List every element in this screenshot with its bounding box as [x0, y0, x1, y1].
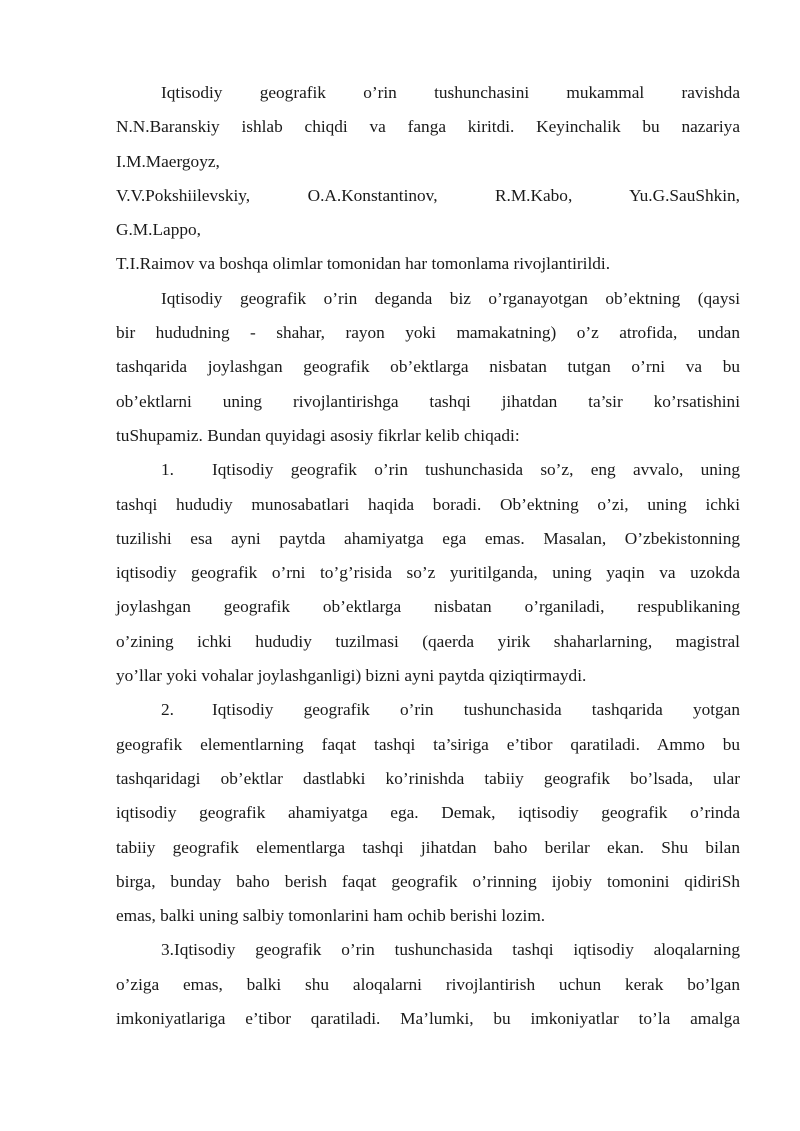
text-line: o’ziga emas, balki shu aloqalarni rivojlantirish uchun kerak bo’lgan — [116, 974, 740, 994]
text-line: geografik elementlarning faqat tashqi ta’siriga e’tibor qaratiladi. Ammo bu — [116, 734, 740, 754]
text-line: I.M.Maergoyz, — [116, 151, 220, 171]
text-line: o’zining ichki hududiy tuzilmasi (qaerda yirik shaharlarning, magistral — [116, 631, 740, 651]
text-line: Iqtisodiy geografik o’rin deganda biz o’rganayotgan ob’ektning (qaysi — [161, 288, 740, 308]
list-item-first-line — [116, 453, 740, 487]
text-line: tashqi hududiy munosabatlari haqida boradi. Ob’ektning o’zi, uning ichki — [116, 494, 740, 514]
text-line: 3.Iqtisodiy geografik o’rin tushunchasida tashqi iqtisodiy aloqalarning — [161, 940, 740, 960]
text-line: birga, bunday baho berish faqat geografik o’rinning ijobiy tomonini qidiriSh — [116, 871, 740, 891]
list-item-3 — [116, 933, 740, 1036]
text-line: tashqarida joylashgan geografik ob’ektlarga nisbatan tutgan o’rni va bu — [116, 357, 740, 377]
text-line: ob’ektlarni uning rivojlantirishga tashqi jihatdan ta’sir ko’rsatishini — [116, 391, 740, 411]
paragraph-definition — [116, 282, 740, 453]
text-line: yo’llar yoki vohalar joylashganligi) bizni ayni paytda qiziqtirmaydi. — [116, 666, 587, 686]
text-line: iqtisodiy geografik ahamiyatga ega. Demak, iqtisodiy geografik o’rinda — [116, 803, 740, 823]
document-body — [116, 76, 740, 1036]
text-line: G.M.Lappo, — [116, 220, 201, 240]
list-number: 2. — [161, 700, 174, 720]
text-line: Iqtisodiy geografik o’rin tushunchasini mukammal ravishda — [161, 83, 740, 102]
text-line: T.I.Raimov va boshqa olimlar tomonidan har tomonlama rivojlantirildi. — [116, 254, 611, 274]
text-line: V.V.Pokshiilevskiy, O.A.Konstantinov, R.M.Kabo, Yu.G.SauShkin, — [116, 185, 740, 205]
text-line: tashqaridagi ob’ektlar dastlabki ko’rinishda tabiiy geografik bo’lsada, ular — [116, 768, 740, 788]
list-number: 1. — [161, 460, 174, 480]
text-line: joylashgan geografik ob’ektlarga nisbatan o’rganiladi, respublikaning — [116, 597, 740, 617]
list-item-first-line — [116, 693, 740, 727]
text-line: tuShupamiz. Bundan quyidagi asosiy fikrlar kelib chiqadi: — [116, 425, 520, 445]
text-line: iqtisodiy geografik o’rni to’g’risida so’z yuritilganda, uning yaqin va uzokda — [116, 563, 740, 583]
text-line: bir hududning - shahar, rayon yoki mamakatning) o’z atrofida, undan — [116, 323, 740, 343]
list-item-2 — [116, 693, 740, 933]
text-line: emas, balki uning salbiy tomonlarini ham ochib berishi lozim. — [116, 906, 546, 926]
paragraph-intro — [116, 76, 740, 282]
text-line: tabiiy geografik elementlarga tashqi jihatdan baho berilar ekan. Shu bilan — [116, 837, 740, 857]
list-item-text: Iqtisodiy geografik o’rin tushunchasida so’z, eng avvalo, uning — [212, 460, 740, 480]
list-item-1 — [116, 453, 740, 693]
list-item-text: Iqtisodiy geografik o’rin tushunchasida tashqarida yotgan — [212, 700, 740, 720]
text-line: tuzilishi esa ayni paytda ahamiyatga ega emas. Masalan, O’zbekistonning — [116, 528, 740, 548]
text-line: N.N.Baranskiy ishlab chiqdi va fanga kiritdi. Keyinchalik bu nazariya — [116, 117, 740, 137]
text-line: imkoniyatlariga e’tibor qaratiladi. Ma’lumki, bu imkoniyatlar to’la amalga — [116, 1009, 740, 1029]
